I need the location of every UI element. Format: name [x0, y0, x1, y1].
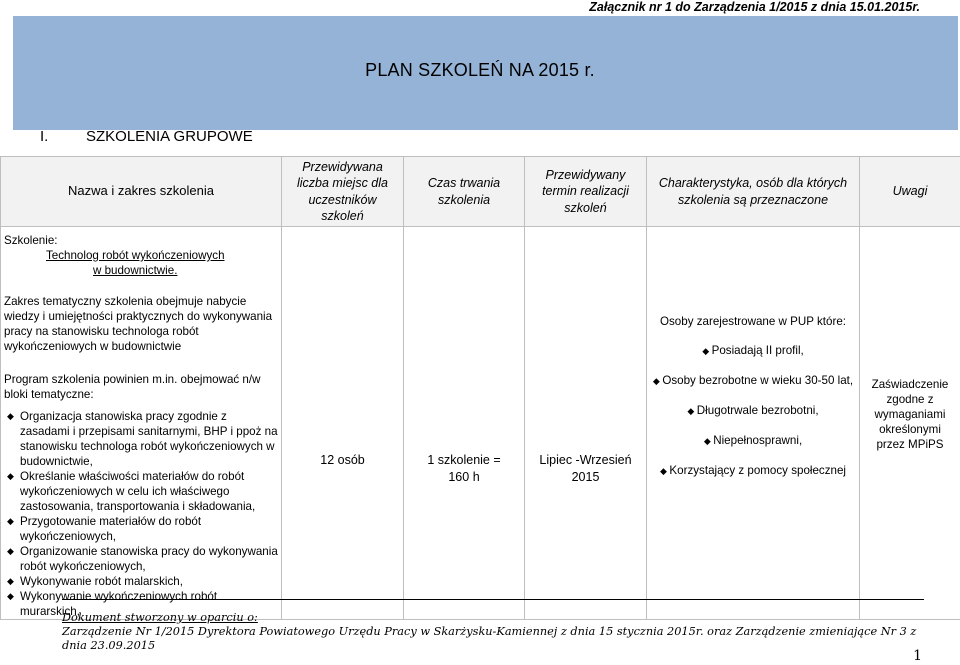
plan-title: PLAN SZKOLEŃ NA 2015 r. [365, 60, 595, 80]
list-item: ◆ Długotrwale bezrobotni, [651, 403, 855, 419]
footer-line2: Zarządzenie Nr 1/2015 Dyrektora Powiatowego Urzędu Pracy w Skarżysku-Kamiennej z dnia 15 stycznia 2015r. oraz Zarządzenie zmieniające Nr 3 z dnia 23.09.2015 [62, 625, 917, 652]
footer-line1: Dokument stworzony w oparciu o: [62, 611, 258, 624]
table-header-row [1, 157, 960, 227]
section-title: SZKOLENIA GRUPOWE [86, 128, 253, 145]
table-row [1, 227, 960, 620]
duration-line1: 1 szkolenie = [427, 453, 501, 467]
duration-cell [404, 227, 525, 620]
program-intro: Program szkolenia powinien m.in. obejmować n/w bloki tematyczne: [4, 373, 261, 401]
training-scope: Zakres tematyczny szkolenia obejmuje nabycie wiedzy i umiejętności praktycznych do wykonywania pracy na stanowisku technologa robót wykończeniowych w budownictwie [4, 295, 273, 353]
list-item: ◆ Organizowanie stanowiska pracy do wykonywania robót wykończeniowych, [4, 544, 278, 574]
header-term: Przewidywany termin realizacji szkoleń [525, 157, 647, 227]
remarks-cell [860, 227, 960, 620]
list-item: ◆ Posiadają II profil, [651, 343, 855, 359]
places-cell [282, 227, 404, 620]
training-plan-table [0, 156, 960, 620]
list-item: ◆ Określanie właściwości materiałów do robót wykończeniowych w celu ich właściwego zastosowania, transportowania i składowania, [4, 469, 278, 514]
header-places: Przewidywana liczba miejsc dla uczestników szkoleń [282, 157, 404, 227]
term-line2: 2015 [571, 470, 600, 484]
list-item: ◆ Przygotowanie materiałów do robót wykończeniowych, [4, 514, 278, 544]
training-label: Szkolenie: [4, 234, 58, 247]
list-item: ◆ Wykonywanie robót malarskich, [4, 574, 278, 589]
topics-list [4, 409, 278, 619]
list-item: ◆ Osoby bezrobotne w wieku 30-50 lat, [651, 373, 855, 389]
page-number: 1 [913, 648, 922, 664]
places-value: 12 osób [320, 453, 365, 467]
attachment-note: Załącznik nr 1 do Zarządzenia 1/2015 z dnia 15.01.2015r. [589, 0, 920, 14]
header-remarks: Uwagi [860, 157, 960, 227]
characteristics-cell [647, 227, 860, 620]
term-line1: Lipiec -Wrzesień [539, 453, 632, 467]
training-name-line2: w budownictwie. [93, 264, 178, 277]
training-description-cell [1, 227, 282, 620]
list-item: ◆ Niepełnosprawni, [651, 433, 855, 449]
list-item: ◆ Wykonywanie wykończeniowych robót murarskich, [4, 589, 278, 619]
list-item: ◆ Organizacja stanowiska pracy zgodnie z zasadami i przepisami sanitarnymi, BHP i ppoż na stanowisku technologa robót wykończeniowych w budownictwie, [4, 409, 278, 469]
footer-note [62, 611, 922, 653]
header-duration: Czas trwania szkolenia [404, 157, 525, 227]
term-cell [525, 227, 647, 620]
remarks-value: Zaświadczenie zgodne z wymaganiami określonymi przez MPiPS [871, 378, 949, 451]
characteristics-intro: Osoby zarejestrowane w PUP które: [659, 315, 846, 328]
header-name-scope: Nazwa i zakres szkolenia [1, 157, 282, 227]
footer-divider [62, 599, 924, 600]
section-heading [40, 128, 253, 145]
training-name-line1: Technolog robót wykończeniowych [46, 249, 225, 262]
list-item: ◆ Korzystający z pomocy społecznej [651, 463, 855, 479]
header-characteristics: Charakterystyka, osób dla których szkolenia są przeznaczone [647, 157, 860, 227]
duration-line2: 160 h [448, 470, 480, 484]
section-number: I. [40, 128, 49, 145]
